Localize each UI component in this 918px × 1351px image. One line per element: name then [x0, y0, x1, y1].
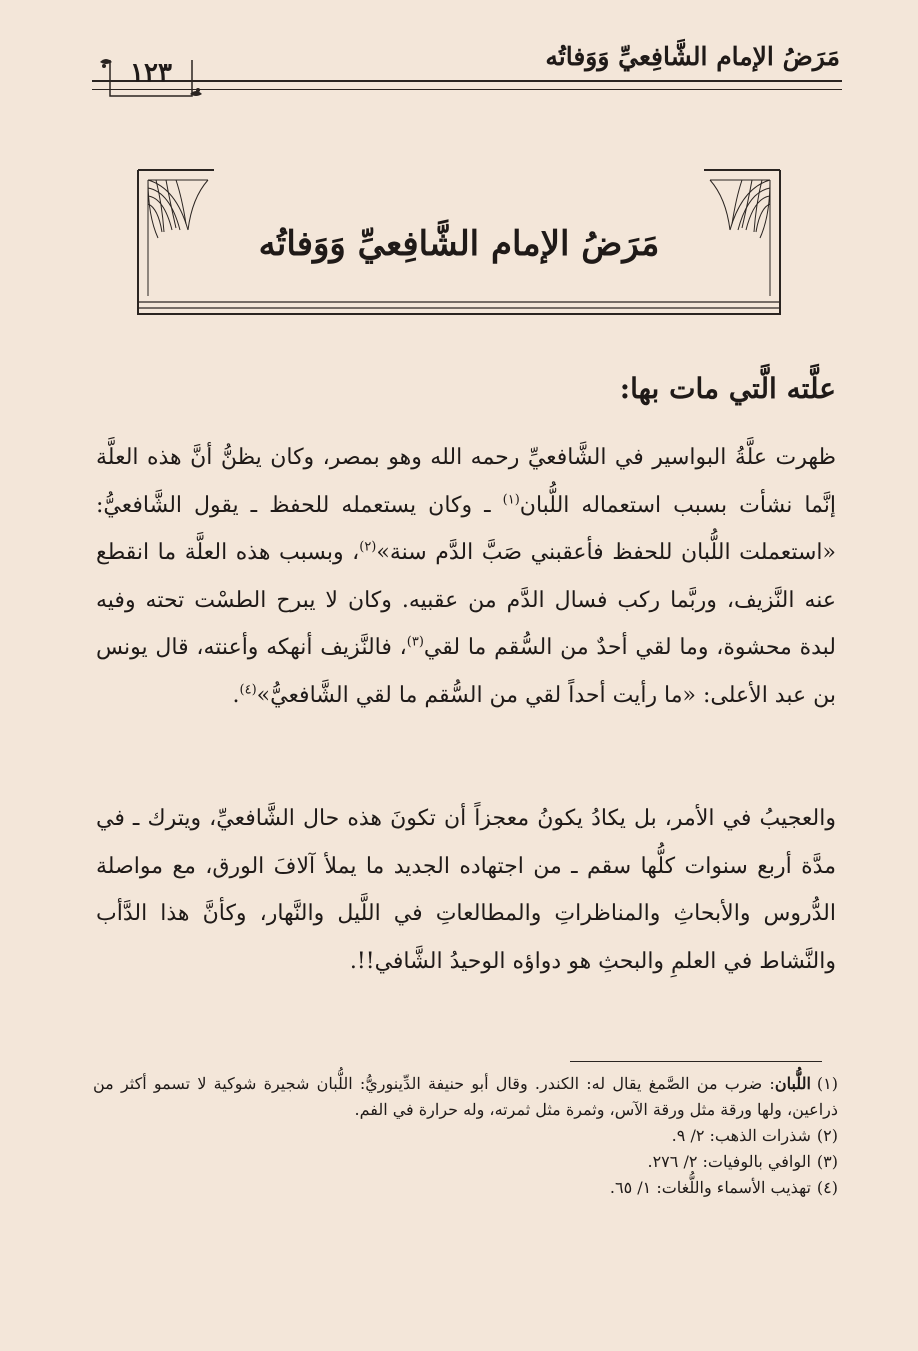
footnote-marker-4: (٤) — [239, 682, 257, 698]
footnote-3 — [93, 1149, 838, 1175]
footnote-2 — [93, 1123, 838, 1149]
paragraph-wonder: والعجيبُ في الأمر، بل يكادُ يكونُ معجزاً أن تكونَ هذه حال الشَّافعيِّ، ويترك ـ في مدَّة أربع سنوات كلُّها سقم ـ من اجتهاده الجديد ما يملأ آلافَ الورق، مع مواصلة الدُّروس والأبحاثِ والمناظراتِ والمطالعاتِ في اللَّيل والنَّهار، وكأنَّ هذا الدَّأب والنَّشاط في العلمِ والبحثِ هو دواؤه الوحيدُ الشَّافي!!. — [96, 806, 836, 974]
footnote-text: الوافي بالوفيات: ٢/ ٢٧٦. — [647, 1152, 811, 1171]
chapter-title-frame — [136, 168, 782, 316]
para1-part-a: ظهرت علَّةُ البواسير في الشَّافعيِّ رحمه الله وهو بمصر، وكان يظنُّ أنَّ هذه العلَّة إنَّما نشأت بسبب استعماله اللُّبان — [96, 445, 836, 518]
footnote-text: : ضرب من الصَّمغ يقال له: الكندر. وقال أبو حنيفة الدِّينوريُّ: اللُّبان شجيرة شوكية لا تسمو أكثر من ذراعين، ولها ورقة مثل ورقة الآس، وثمرة مثل ثمرته، وله حرارة في الفم. — [93, 1074, 838, 1119]
footnote-number: (٢) — [816, 1126, 838, 1145]
para1-part-c: ، وبسبب هذه العلَّة ما انقطع عنه النَّزيف، وربَّما ركب فسال الدَّم من عقبيه. وكان لا يبرح الطسْت تحته وفيه لبدة محشوة، وما لقي أحدٌ من السُّقم ما لقي — [96, 540, 837, 660]
chapter-title: مَرَضُ الإمام الشَّافِعيِّ وَوَفاتُه — [258, 224, 660, 264]
footnote-term: اللُّبان — [774, 1074, 811, 1093]
footnote-rule — [570, 1061, 822, 1062]
footnote-1 — [93, 1071, 838, 1123]
footnote-marker-2: (٢) — [359, 539, 377, 555]
footnote-marker-1: (١) — [502, 492, 520, 508]
para1-part-e: . — [232, 682, 240, 708]
page-number-ornament — [92, 54, 210, 100]
section-heading: علَّته الَّتي مات بها: — [619, 372, 836, 405]
footnote-marker-3: (٣) — [406, 634, 424, 650]
paragraph-illness — [96, 434, 836, 719]
footnote-number: (١) — [816, 1074, 838, 1093]
footnotes — [93, 1071, 838, 1201]
page-number: ١٢٣ — [130, 58, 172, 88]
footnote-number: (٣) — [816, 1152, 838, 1171]
footnote-number: (٤) — [816, 1178, 838, 1197]
footnote-text: شذرات الذهب: ٢/ ٩. — [671, 1126, 811, 1145]
para1-part-d: ، فالنَّزيف أنهكه وأعنته، قال يونس بن عبد الأعلى: «ما رأيت أحداً لقي من السُّقم ما لقي الشَّافعيُّ» — [96, 635, 836, 708]
para1-part-b: ـ وكان يستعمله للحفظ ـ يقول الشَّافعيُّ: «استعملت اللُّبان للحفظ فأعقبني صَبَّ الدَّم سنة» — [96, 492, 836, 565]
running-title: مَرَضُ الإمام الشَّافِعيِّ وَوَفاتُه — [545, 42, 840, 71]
footnote-4 — [93, 1175, 838, 1201]
header-rule — [128, 80, 842, 90]
footnote-text: تهذيب الأسماء واللُّغات: ١/ ٦٥. — [609, 1178, 811, 1197]
